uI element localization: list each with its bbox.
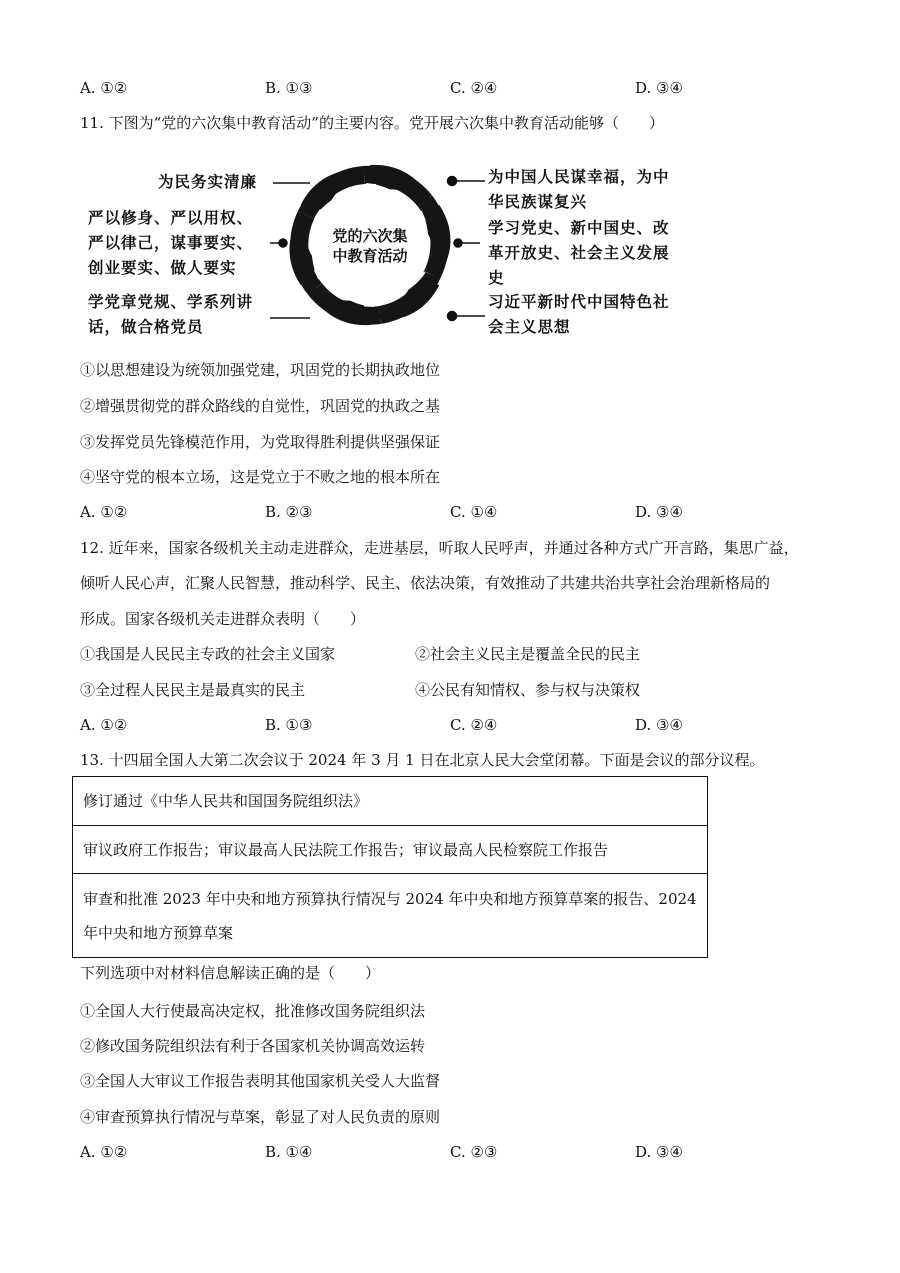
q12-option-c[interactable]: C. ②④ (450, 716, 498, 734)
q11-option-c[interactable]: C. ①④ (450, 503, 498, 521)
q10-options (80, 78, 720, 98)
agenda-table (72, 776, 708, 958)
q12-statement-3: ③全过程人民民主是最真实的民主 (80, 681, 306, 699)
education-activities-diagram (80, 150, 700, 345)
q12-options (80, 715, 720, 735)
q13-option-b[interactable]: B. ①④ (265, 1143, 313, 1161)
left-item-2: 严以修身、严以用权、 严以律己，谋事要实、 创业要实、做人要实 (88, 209, 254, 277)
q13-option-a[interactable]: A. ①② (80, 1143, 128, 1161)
q11-statement-2: ②增强贯彻党的群众路线的自觉性，巩固党的执政之基 (80, 397, 441, 415)
q10-option-a[interactable]: A. ①② (80, 79, 128, 97)
q11-statement-4: ④坚守党的根本立场，这是党立于不败之地的根本所在 (80, 468, 441, 486)
q13-statement-1: ①全国人大行使最高决定权，批准修改国务院组织法 (80, 1002, 426, 1020)
q13-statement-4: ④审查预算执行情况与草案，彰显了对人民负责的原则 (80, 1108, 441, 1126)
q12-stem-line3: 形成。国家各级机关走进群众表明（ ） (80, 610, 366, 628)
q12-stem-line1: 12. 近年来，国家各级机关主动走进群众，走进基层，听取人民呼声，并通过各种方式广开言路，集思广益， (80, 539, 799, 557)
left-item-1: 为民务实清廉 (158, 173, 258, 191)
agenda-row-3: 审查和批准 2023 年中央和地方预算执行情况与 2024 年中央和地方预算草案的报告、2024 年中央和地方预算草案 (73, 874, 708, 958)
q11-stem: 11. 下图为“党的六次集中教育活动”的主要内容。党开展六次集中教育活动能够（ ） (80, 114, 664, 132)
q10-option-b[interactable]: B. ①③ (265, 79, 313, 97)
q12-statement-2: ②社会主义民主是覆盖全民的民主 (415, 645, 641, 663)
q11-option-b[interactable]: B. ②③ (265, 503, 313, 521)
q11-statement-1: ①以思想建设为统领加强党建，巩固党的长期执政地位 (80, 361, 441, 379)
q11-option-d[interactable]: D. ③④ (635, 503, 683, 521)
q13-stem: 13. 十四届全国人大第二次会议于 2024 年 3 月 1 日在北京人民大会堂闭幕。下面是会议的部分议程。 (80, 751, 765, 769)
q13-options (80, 1142, 720, 1162)
q11-statement-3: ③发挥党员先锋模范作用，为党取得胜利提供坚强保证 (80, 433, 441, 451)
right-item-2: 学习党史、新中国史、改 革开放史、社会主义发展 史 (488, 219, 670, 287)
right-item-3: 习近平新时代中国特色社 会主义思想 (488, 293, 670, 336)
q13-statement-2: ②修改国务院组织法有利于各国家机关协调高效运转 (80, 1037, 426, 1055)
diagram-center-line1: 党的六次集 (332, 227, 408, 245)
q11-options (80, 502, 720, 522)
q12-option-a[interactable]: A. ①② (80, 716, 128, 734)
q12-option-d[interactable]: D. ③④ (635, 716, 683, 734)
q12-statement-1: ①我国是人民民主专政的社会主义国家 (80, 645, 336, 663)
agenda-row-2: 审议政府工作报告；审议最高人民法院工作报告；审议最高人民检察院工作报告 (73, 826, 708, 874)
diagram-center-line2: 中教育活动 (332, 247, 408, 265)
q12-statement-4: ④公民有知情权、参与权与决策权 (415, 681, 641, 699)
left-item-3: 学党章党规、学系列讲 话，做合格党员 (88, 293, 254, 336)
q11-option-a[interactable]: A. ①② (80, 503, 128, 521)
q12-option-b[interactable]: B. ①③ (265, 716, 313, 734)
q10-option-c[interactable]: C. ②④ (450, 79, 498, 97)
q10-option-d[interactable]: D. ③④ (635, 79, 683, 97)
right-item-1: 为中国人民谋幸福，为中 华民族谋复兴 (488, 168, 670, 211)
q13-option-c[interactable]: C. ②③ (450, 1143, 498, 1161)
q12-stem-line2: 倾听人民心声，汇聚人民智慧，推动科学、民主、依法决策，有效推动了共建共治共享社会治理新格局的 (80, 574, 771, 592)
q13-question: 下列选项中对材料信息解读正确的是（ ） (80, 964, 381, 982)
q13-statement-3: ③全国人大审议工作报告表明其他国家机关受人大监督 (80, 1072, 441, 1090)
agenda-row-1: 修订通过《中华人民共和国国务院组织法》 (73, 777, 708, 826)
q13-option-d[interactable]: D. ③④ (635, 1143, 683, 1161)
